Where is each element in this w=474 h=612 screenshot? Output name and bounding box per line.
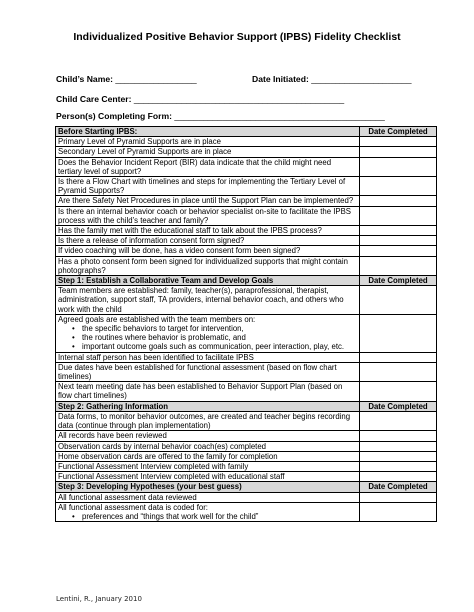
checklist-item (56, 226, 360, 236)
checklist-item (56, 314, 360, 352)
checklist-item (56, 352, 360, 362)
checklist-item (56, 502, 360, 521)
checklist-row (56, 431, 437, 441)
date-completed-cell[interactable] (360, 157, 437, 176)
checklist-row (56, 147, 437, 157)
checklist-item-text: All functional assessment data reviewed (58, 492, 197, 502)
checklist-item-text: Team members are established: family, teacher(s), paraprofessional, therapist, administration, support staff, TA providers, internal behavior coach, and others who work with the child (58, 286, 344, 314)
checklist-item-text: Primary Level of Pyramid Supports are in place (58, 137, 221, 147)
date-completed-cell[interactable] (360, 472, 437, 482)
checklist-row (56, 314, 437, 352)
date-completed-cell[interactable] (360, 461, 437, 471)
checklist-item-text: Has a photo consent form been signed for individualized supports that might contain photographs? (58, 256, 348, 275)
checklist-body (56, 127, 437, 522)
checklist-bullet: • important outcome goals such as communication, peer interaction, play, etc. (82, 342, 357, 351)
checklist-row (56, 352, 437, 362)
checklist-item-text: All records have been reviewed (58, 431, 167, 441)
date-completed-cell[interactable] (360, 382, 437, 401)
checklist-row (56, 137, 437, 147)
checklist-item-text: Is there an internal behavior coach or behavior specialist on-site to facilitate the IPBS process with the child’s teacher and family? (58, 206, 351, 225)
child-name-field (56, 74, 197, 84)
checklist-bullet-list (58, 324, 357, 352)
checklist-item (56, 382, 360, 401)
checklist-bullet: • the specific behaviors to target for intervention, (82, 324, 357, 333)
checklist-item (56, 441, 360, 451)
page-title: Individualized Positive Behavior Support (IPBS) Fidelity Checklist (73, 31, 401, 43)
checklist-bullet: • preferences and “things that work well for the child” (82, 512, 357, 521)
checklist-item-text: Is there a Flow Chart with timelines and steps for implementing the Tertiary Level of Pyramid Supports? (58, 177, 346, 196)
date-completed-header: Date Completed (360, 482, 437, 492)
date-completed-cell[interactable] (360, 196, 437, 206)
checklist-item-text: Due dates have been established for functional assessment (based on flow chart timelines) (58, 362, 337, 382)
date-completed-cell[interactable] (360, 411, 437, 430)
checklist-bullet: • the routines where behavior is problematic, and (82, 333, 357, 342)
date-initiated-blank[interactable]: _____________________ (311, 74, 412, 84)
checklist-item (56, 451, 360, 461)
checklist-item-text: Functional Assessment Interview completed with educational staff (58, 472, 285, 482)
checklist-item-text: Observation cards by internal behavior coach(es) completed (58, 441, 267, 451)
date-completed-cell[interactable] (360, 352, 437, 362)
checklist-item (56, 246, 360, 256)
date-completed-cell[interactable] (360, 177, 437, 196)
date-completed-cell[interactable] (360, 314, 437, 352)
checklist-row (56, 196, 437, 206)
checklist-row (56, 492, 437, 502)
section-header-row (56, 127, 437, 137)
date-completed-cell[interactable] (360, 236, 437, 246)
checklist-item-text: Does the Behavior Incident Report (BIR) data indicate that the child might need tertiary level of support? (58, 157, 332, 176)
checklist-row (56, 382, 437, 401)
date-completed-cell[interactable] (360, 246, 437, 256)
checklist-item (56, 461, 360, 471)
checklist-item (56, 256, 360, 275)
date-completed-cell[interactable] (360, 286, 437, 315)
checklist-row (56, 236, 437, 246)
checklist-row (56, 461, 437, 471)
date-completed-cell[interactable] (360, 226, 437, 236)
checklist-item-text: Functional Assessment Interview completed with family (58, 461, 249, 471)
checklist-item-text: If video coaching will be done, has a video consent form been signed? (58, 246, 301, 256)
section-header-row (56, 276, 437, 286)
checklist-item (56, 362, 360, 381)
checklist-item-text: Secondary Level of Pyramid Supports are in place (58, 147, 232, 157)
child-care-center-field (56, 94, 344, 104)
checklist-row (56, 256, 437, 275)
checklist-item-text: All functional assessment data is coded for: (58, 502, 208, 512)
section-heading: Step 1: Establish a Collaborative Team and Develop Goals (56, 276, 360, 286)
checklist-item-text: Internal staff person has been identified to facilitate IPBS (58, 352, 254, 362)
date-completed-header: Date Completed (360, 401, 437, 411)
date-completed-cell[interactable] (360, 431, 437, 441)
date-completed-cell[interactable] (360, 492, 437, 502)
checklist-row (56, 286, 437, 315)
checklist-row (56, 472, 437, 482)
date-completed-cell[interactable] (360, 502, 437, 521)
checklist-item-text: Are there Safety Net Procedures in place until the Support Plan can be implemented? (58, 196, 354, 206)
section-heading: Step 2: Gathering Information (56, 401, 360, 411)
completing-form-blank[interactable]: ____________________________________________ (174, 111, 385, 121)
child-name-label: Child’s Name: (56, 74, 113, 84)
checklist-item-text: Has the family met with the educational staff to talk about the IPBS process? (58, 226, 322, 236)
checklist-item (56, 286, 360, 315)
checklist-item (56, 236, 360, 246)
checklist-row (56, 451, 437, 461)
date-completed-cell[interactable] (360, 362, 437, 381)
section-heading: Before Starting IPBS: (56, 127, 360, 137)
date-completed-header: Date Completed (360, 276, 437, 286)
child-care-center-label: Child Care Center: (56, 94, 132, 104)
checklist-bullet-list (58, 512, 357, 521)
checklist-item (56, 177, 360, 196)
date-completed-cell[interactable] (360, 206, 437, 225)
checklist-item-text: Next team meeting date has been established to Behavior Support Plan (based on flow chart timelines) (58, 382, 343, 401)
checklist-row (56, 362, 437, 381)
footer-citation: Lentini, R., January 2010 (56, 595, 142, 603)
checklist-row (56, 411, 437, 430)
checklist-item-text: Agreed goals are established with the team members on: (58, 314, 256, 324)
date-completed-cell[interactable] (360, 451, 437, 461)
completing-form-field (56, 111, 385, 121)
section-header-row (56, 401, 437, 411)
fidelity-checklist-table (55, 126, 437, 522)
child-care-center-blank[interactable]: ____________________________________________ (133, 94, 345, 104)
checklist-item (56, 492, 360, 502)
checklist-item (56, 147, 360, 157)
date-initiated-field (252, 74, 412, 84)
completing-form-label: Person(s) Completing Form: (56, 111, 173, 121)
checklist-row (56, 441, 437, 451)
checklist-item (56, 196, 360, 206)
date-completed-header: Date Completed (360, 127, 437, 137)
checklist-row (56, 226, 437, 236)
date-completed-cell[interactable] (360, 441, 437, 451)
checklist-row (56, 157, 437, 176)
checklist-item-text: Is there a release of information consent form signed? (58, 236, 245, 246)
child-name-blank[interactable]: _________________ (115, 74, 197, 84)
checklist-item-text: Home observation cards are offered to the family for completion (58, 451, 278, 461)
checklist-row (56, 206, 437, 225)
checklist-item (56, 137, 360, 147)
checklist-row (56, 177, 437, 196)
checklist-item (56, 431, 360, 441)
checklist-item-text: Data forms, to monitor behavior outcomes, are created and teacher begins recording data (continue through plan implementation) (58, 411, 351, 431)
date-completed-cell[interactable] (360, 137, 437, 147)
checklist-item (56, 157, 360, 176)
checklist-item (56, 206, 360, 225)
section-header-row (56, 482, 437, 492)
date-initiated-label: Date Initiated: (252, 74, 309, 84)
checklist-item (56, 472, 360, 482)
checklist-row (56, 502, 437, 521)
date-completed-cell[interactable] (360, 147, 437, 157)
date-completed-cell[interactable] (360, 256, 437, 275)
checklist-row (56, 246, 437, 256)
checklist-item (56, 411, 360, 430)
section-heading: Step 3: Developing Hypotheses (your best guess) (56, 482, 360, 492)
